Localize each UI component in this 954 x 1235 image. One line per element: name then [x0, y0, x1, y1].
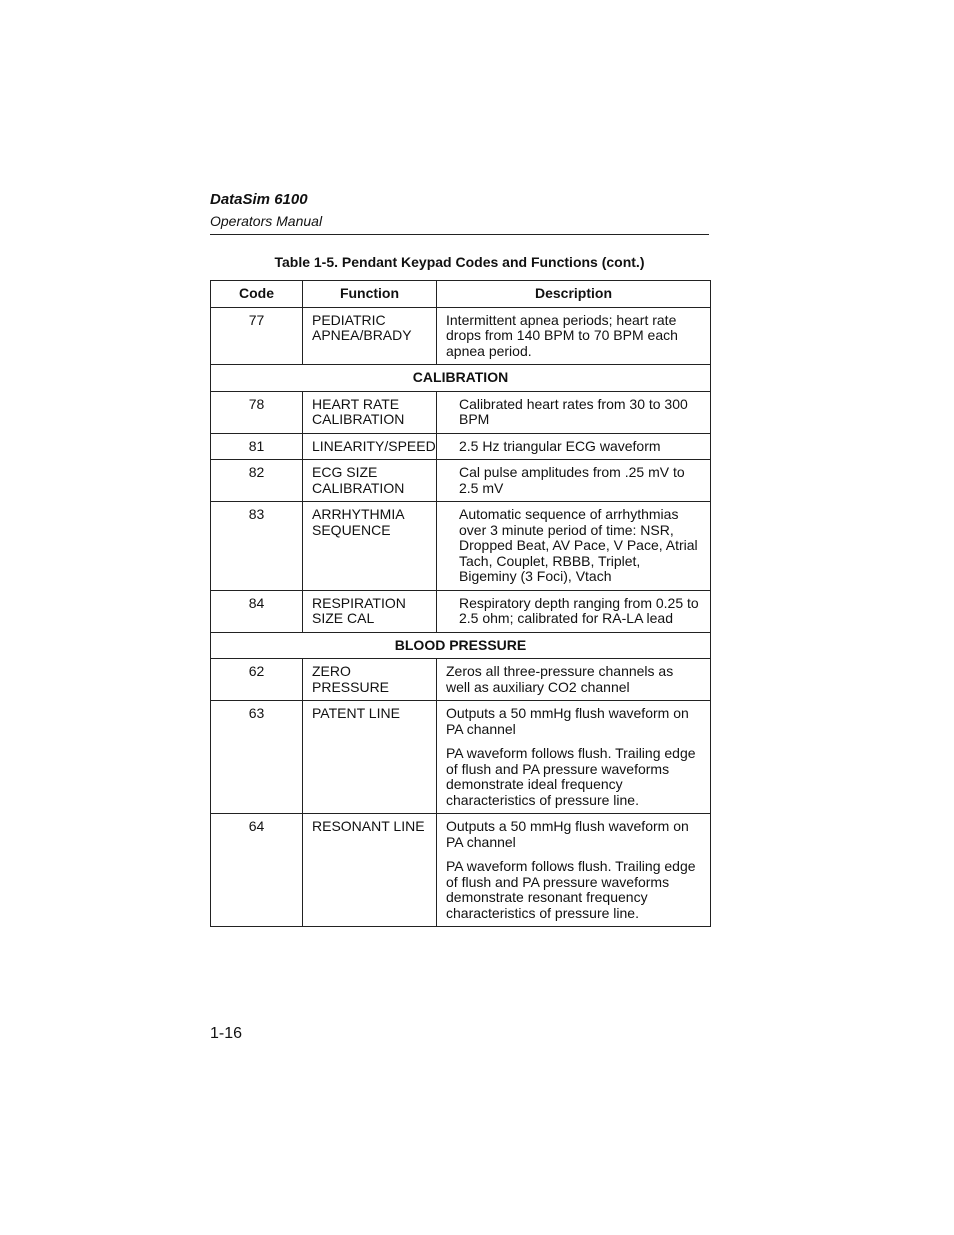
- code-cell: 83: [211, 502, 303, 591]
- description-text: 2.5 Hz triangular ECG waveform: [459, 437, 661, 454]
- table-row: [211, 659, 711, 701]
- section-heading-blood-pressure: BLOOD PRESSURE: [211, 632, 711, 659]
- function-line: LINEARITY/SPEED: [312, 437, 436, 454]
- code-cell: 84: [211, 590, 303, 632]
- code-cell: 64: [211, 814, 303, 927]
- function-cell: [303, 701, 437, 814]
- description-text: Intermittent apnea periods; heart rate drops from 140 BPM to 70 BPM each apnea period.: [446, 311, 678, 359]
- description-cell: [437, 433, 711, 460]
- table-row: [211, 433, 711, 460]
- code-cell: 62: [211, 659, 303, 701]
- code-cell: 81: [211, 433, 303, 460]
- table-caption: Table 1-5. Pendant Keypad Codes and Functions (cont.): [274, 254, 645, 270]
- keypad-codes-table: [210, 280, 711, 927]
- description-cell: [437, 391, 711, 433]
- code-cell: 78: [211, 391, 303, 433]
- column-header-function: Function: [303, 281, 437, 308]
- function-line: ARRHYTHMIA: [312, 506, 405, 522]
- table-row: [211, 701, 711, 814]
- function-cell: [303, 391, 437, 433]
- function-cell: [303, 590, 437, 632]
- description-text: Automatic sequence of arrhythmias over 3 minute period of time: NSR, Dropped Beat, AV Pace, V Pace, Atrial Tach, Couplet, RBBB, Triplet, Bigeminy (3 Foci), Vtach: [459, 506, 698, 584]
- function-line: PRESSURE: [312, 678, 390, 695]
- function-line: ECG SIZE: [312, 464, 378, 480]
- table-row: [211, 814, 711, 927]
- description-cell: [437, 659, 711, 701]
- description-cell: [437, 460, 711, 502]
- code-cell: 82: [211, 460, 303, 502]
- section-heading-calibration: CALIBRATION: [211, 365, 711, 392]
- table-row: [211, 590, 711, 632]
- running-header: [210, 190, 709, 230]
- function-cell: [303, 659, 437, 701]
- description-cell: [437, 590, 711, 632]
- description-text: PA waveform follows flush. Trailing edge of flush and PA pressure waveforms demonstrate ideal frequency characteristics of pressure line.: [446, 745, 696, 808]
- description-text: Zeros all three-pressure channels as well as auxiliary CO2 channel: [446, 663, 674, 695]
- column-header-code: Code: [211, 281, 303, 308]
- table-row: [211, 391, 711, 433]
- function-line: RESONANT LINE: [312, 818, 425, 834]
- description-text: Outputs a 50 mmHg flush waveform on PA channel: [446, 818, 689, 850]
- function-line: APNEA/BRADY: [312, 327, 412, 343]
- manual-subtitle: Operators Manual: [210, 213, 323, 229]
- function-cell: [303, 307, 437, 365]
- description-cell: [437, 502, 711, 591]
- function-line: HEART RATE: [312, 395, 400, 412]
- code-cell: 77: [211, 307, 303, 365]
- function-line: CALIBRATION: [312, 479, 405, 496]
- function-line: PATENT LINE: [312, 705, 400, 721]
- page-number: 1-16: [210, 1025, 243, 1042]
- column-header-description: Description: [437, 281, 711, 308]
- product-title: DataSim 6100: [210, 191, 308, 208]
- function-cell: [303, 433, 437, 460]
- header-rule: [210, 234, 709, 235]
- function-line: PEDIATRIC: [312, 311, 386, 328]
- function-line: RESPIRATION: [312, 594, 406, 611]
- description-cell: [437, 701, 711, 814]
- table-row: [211, 460, 711, 502]
- description-text: Outputs a 50 mmHg flush waveform on PA channel: [446, 705, 689, 737]
- table-header-row: [211, 281, 711, 308]
- table-row: [211, 502, 711, 591]
- description-cell: [437, 307, 711, 365]
- code-cell: 63: [211, 701, 303, 814]
- description-cell: [437, 814, 711, 927]
- function-line: SEQUENCE: [312, 521, 391, 538]
- description-text: Calibrated heart rates from 30 to 300 BPM: [459, 395, 688, 427]
- function-cell: [303, 814, 437, 927]
- function-line: ZERO: [312, 663, 351, 679]
- function-line: SIZE CAL: [312, 610, 375, 626]
- description-text: Cal pulse amplitudes from .25 mV to 2.5 mV: [459, 464, 685, 496]
- section-row: [211, 632, 711, 659]
- function-line: CALIBRATION: [312, 411, 405, 427]
- description-text: PA waveform follows flush. Trailing edge of flush and PA pressure waveforms demonstrate resonant frequency characteristics of pressure line.: [446, 858, 696, 921]
- table-row: [211, 307, 711, 365]
- function-cell: [303, 502, 437, 591]
- description-text: Respiratory depth ranging from 0.25 to 2.5 ohm; calibrated for RA-LA lead: [459, 594, 699, 626]
- section-row: [211, 365, 711, 392]
- function-cell: [303, 460, 437, 502]
